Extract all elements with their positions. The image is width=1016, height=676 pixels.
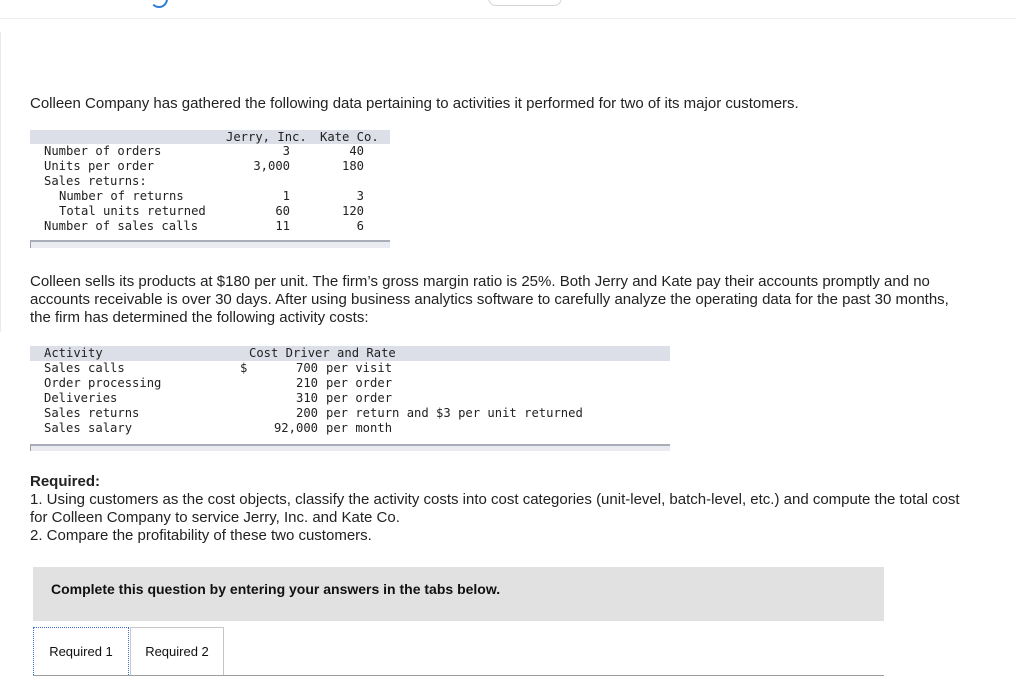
activity-cost-table [30, 346, 670, 451]
required-title: Required: [30, 473, 101, 490]
required-item-2: 2. Compare the profitability of these two customers. [30, 527, 372, 544]
rate-unit: per visit [326, 361, 393, 375]
tab-required-1[interactable]: Required 1 [33, 627, 129, 675]
table-row [30, 391, 670, 406]
customer-table-header [30, 130, 390, 144]
rate-value: 200 [295, 406, 318, 420]
rate-unit: per order [326, 391, 393, 405]
kate-value: 40 [349, 144, 364, 158]
rate-unit: per order [326, 376, 393, 390]
customer-data-table [30, 130, 390, 248]
table-row [30, 219, 390, 234]
kate-value: 180 [341, 159, 364, 173]
top-toolbar [0, 0, 1016, 19]
tab-required-2[interactable]: Required 2 [130, 627, 224, 675]
table-row [30, 204, 390, 219]
activity-table-header [30, 346, 670, 361]
activity-name: Sales salary [44, 421, 133, 435]
rate-value: 210 [295, 376, 318, 390]
banner-text: Complete this question by entering your answers in the tabs below. [51, 581, 501, 597]
jerry-value: 11 [275, 219, 290, 233]
intro-text: Colleen Company has gathered the following data pertaining to activities it performed for two of its major customers. [30, 95, 799, 112]
jerry-value: 3,000 [253, 159, 290, 173]
activity-name: Sales returns [44, 406, 140, 420]
table-row [30, 159, 390, 174]
row-label: Number of orders [44, 144, 162, 158]
kate-value: 6 [356, 219, 364, 233]
activity-name: Order processing [44, 376, 162, 390]
content-left-border [0, 32, 1, 332]
table-row [30, 421, 670, 436]
row-label: Number of returns [59, 189, 184, 203]
progress-ring-icon [150, 0, 168, 8]
required-item-1: 1. Using customers as the cost objects, classify the activity costs into cost categories (unit-level, batch-level, etc.) and compute the total cost for Colleen Company to service Jerry, Inc. and Kate Co. [30, 491, 960, 526]
jerry-value: 60 [275, 204, 290, 218]
table-row [30, 361, 670, 376]
row-label: Sales returns: [44, 174, 147, 188]
row-label: Total units returned [59, 204, 206, 218]
table-row [30, 189, 390, 204]
table-row [30, 144, 390, 159]
rate-unit: per return and $3 per unit returned [326, 406, 583, 420]
rate-value: 92,000 [273, 421, 318, 435]
row-label: Units per order [44, 159, 155, 173]
column-header-driver: Cost Driver and Rate [249, 346, 396, 360]
jerry-value: 3 [282, 144, 290, 158]
table-row [30, 376, 670, 391]
required-section [30, 473, 980, 545]
rate-value: 700 [295, 361, 318, 375]
rate-unit: per month [326, 421, 393, 435]
table-row [30, 174, 390, 189]
instruction-banner [33, 567, 884, 621]
dollar-sign: $ [240, 361, 248, 375]
column-header-activity: Activity [44, 346, 103, 360]
table-bottom-rule [30, 240, 390, 248]
rate-value: 310 [295, 391, 318, 405]
kate-value: 120 [341, 204, 364, 218]
jerry-value: 1 [282, 189, 290, 203]
column-header-kate: Kate Co. [320, 130, 379, 144]
toolbar-pill-button[interactable] [488, 0, 562, 6]
activity-name: Sales calls [44, 361, 125, 375]
column-header-jerry: Jerry, Inc. [226, 130, 307, 144]
row-label: Number of sales calls [44, 219, 199, 233]
table-row [30, 406, 670, 421]
answer-tabs [33, 627, 884, 676]
table-bottom-rule [30, 444, 670, 451]
activity-name: Deliveries [44, 391, 118, 405]
kate-value: 3 [356, 189, 364, 203]
pricing-text: Colleen sells its products at $180 per unit. The firm’s gross margin ratio is 25%. Both Jerry and Kate pay their accounts promptly and no accounts receivable is over 30 days. After using business analytics software to carefully analyze the operating data for the past 30 months, the firm has determined the following activity costs: [30, 273, 949, 326]
